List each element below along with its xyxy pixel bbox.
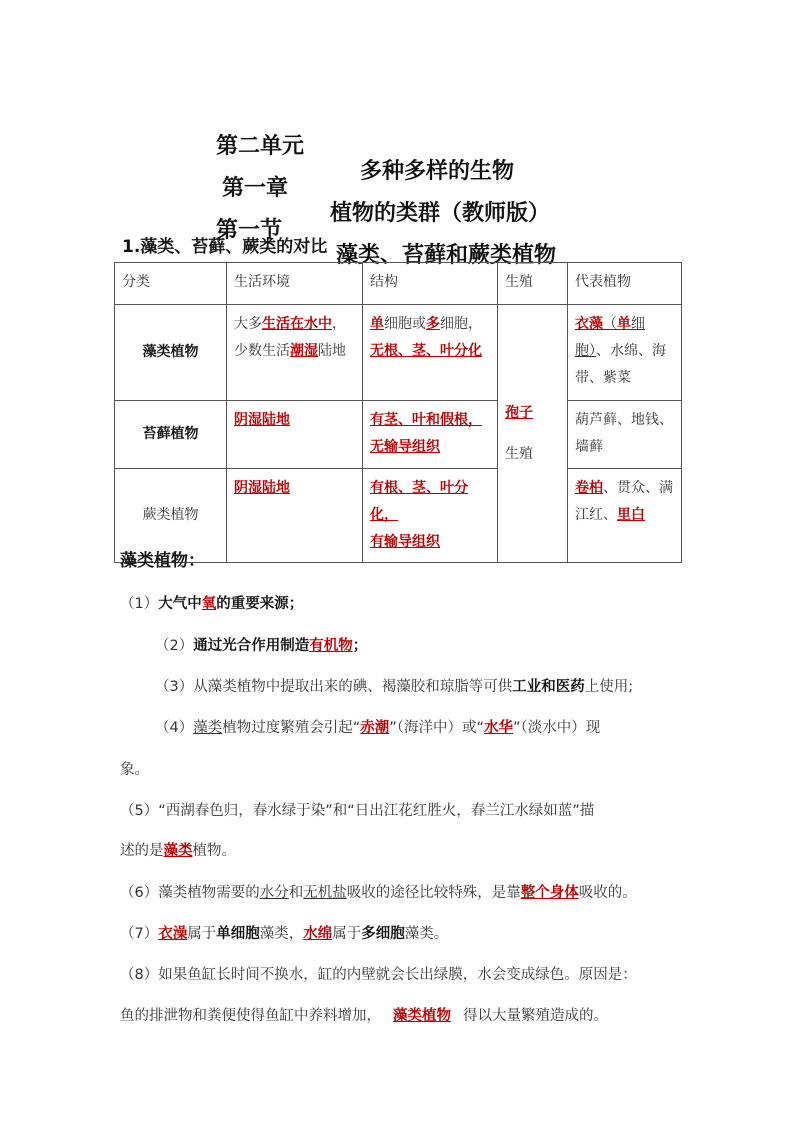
structure-moss: 有茎、叶和假根， 无输导组织 <box>363 401 498 469</box>
algae-point-4-cont: 象。 <box>120 762 149 778</box>
rep-moss: 葫芦藓、地钱、墙藓 <box>568 401 682 469</box>
structure-fern: 有根、茎、叶分化， 有输导组织 <box>363 469 498 563</box>
env-fern: 阴湿陆地 <box>227 469 363 563</box>
reproduction-label: 生殖 <box>505 445 533 462</box>
category-algae: 藻类植物 <box>115 305 227 401</box>
env-algae: 大多生活在水中，少数生活潮湿陆地 <box>227 305 363 401</box>
env-moss: 阴湿陆地 <box>227 401 363 469</box>
algae-point-8: （8）如果鱼缸长时间不换水，缸的内壁就会长出绿膜，水会变成绿色。原因是： <box>120 967 637 983</box>
table-header-row <box>115 263 682 305</box>
algae-point-4: （4）藻类植物过度繁殖会引起“赤潮”（海洋中）或“水华”（淡水中）现 <box>155 720 601 736</box>
comparison-heading: 1.藻类、苔藓、蕨类的对比 <box>122 237 328 257</box>
section-name: 藻类、苔藓和蕨类植物 <box>336 243 557 268</box>
algae-point-5: （5）“西湖春色归，春水绿于染”和“日出江花红胜火，春兰江水绿如蓝”描 <box>120 803 595 819</box>
header-structure: 结构 <box>363 263 498 305</box>
algae-point-3: （3）从藻类植物中提取出来的碘、褐藻胶和琼脂等可供工业和医药上使用; <box>155 679 634 695</box>
algae-point-1: （1）大气中氧的重要来源； <box>120 596 304 612</box>
title-section <box>0 188 794 268</box>
comparison-table <box>114 262 682 563</box>
rep-fern: 卷柏、贯众、满江红、里白 <box>568 469 682 563</box>
chapter-name: 植物的类群（教师版） <box>330 201 551 226</box>
structure-algae: 单细胞或多细胞，无根、茎、叶分化 <box>363 305 498 401</box>
category-moss: 苔藓植物 <box>115 401 227 469</box>
table-row-moss <box>115 401 682 469</box>
unit-name: 多种多样的生物 <box>360 159 515 184</box>
table-row-algae <box>115 305 682 401</box>
reproduction-spore: 孢子 <box>505 404 533 421</box>
chapter-number: 第一章 <box>222 176 289 201</box>
rep-algae: 衣藻（单细胞）、水绵、海带、紫菜 <box>568 305 682 401</box>
algae-point-8-cont: 鱼的排泄物和粪便使得鱼缸中养料增加， 藻类植物 得以大量繁殖造成的。 <box>120 1008 608 1024</box>
category-fern: 蕨类植物 <box>115 469 227 563</box>
algae-point-7: （7）衣澡属于单细胞藻类，水绵属于多细胞藻类。 <box>120 926 449 942</box>
algae-point-5-cont: 述的是藻类植物。 <box>120 843 236 859</box>
header-environment: 生活环境 <box>227 263 363 305</box>
header-reproduction: 生殖 <box>498 263 568 305</box>
algae-point-6: （6）藻类植物需要的水分和无机盐吸收的途径比较特殊，是靠整个身体吸收的。 <box>120 885 637 901</box>
algae-point-2: （2）通过光合作用制造有机物； <box>155 638 368 654</box>
header-category: 分类 <box>115 263 227 305</box>
unit-number: 第二单元 <box>216 134 305 159</box>
section-number: 第一节 <box>216 218 283 243</box>
reproduction-cell <box>498 305 568 563</box>
header-representative: 代表植物 <box>568 263 682 305</box>
algae-heading: 藻类植物： <box>120 551 205 571</box>
